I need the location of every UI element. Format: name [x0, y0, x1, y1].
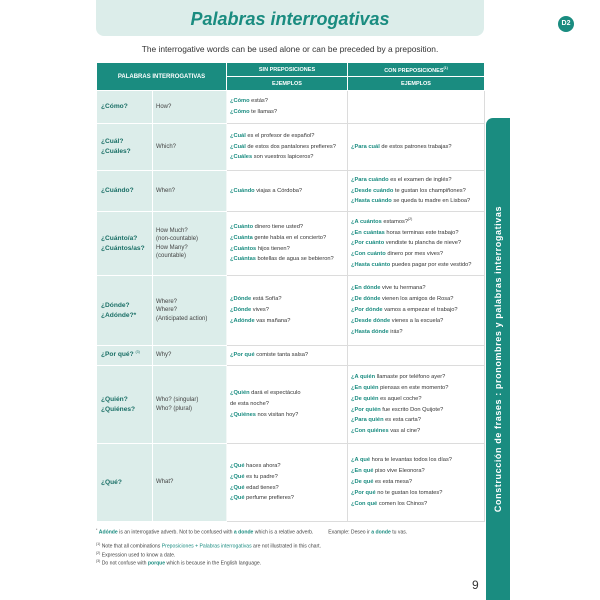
table-row: [97, 276, 485, 346]
example-keyword: ¿Cuáles: [230, 154, 253, 161]
example-keyword: ¿De dónde: [351, 296, 381, 303]
word-line: [101, 350, 152, 360]
example-keyword: ¿De quién: [351, 395, 379, 402]
example-line: [230, 254, 344, 265]
example-keyword: ¿Desde dónde: [351, 317, 391, 324]
example-text: está Sofía?: [251, 296, 282, 303]
example-line: [230, 388, 344, 399]
example-text: gente había en el concierto?: [252, 234, 327, 241]
footnote-3-text: Do not confuse with: [101, 561, 148, 568]
example-keyword: ¿Cómo: [230, 109, 250, 115]
example-keyword: ¿Cuánto: [230, 223, 254, 230]
word-text: ¿Cuándo?: [101, 187, 134, 195]
example-text: dará el espectáculo: [249, 390, 301, 397]
english-translation: [153, 124, 227, 171]
example-keyword: ¿Quiénes: [230, 411, 256, 418]
example-without-preposition: [227, 366, 348, 444]
example-line: [351, 477, 481, 488]
example-keyword: ¿Qué: [230, 473, 245, 480]
footnotes: [96, 528, 484, 568]
example-text: vive tu hermana?: [380, 285, 426, 292]
translation-line: Which?: [156, 143, 177, 150]
example-keyword: ¿Desde cuándo: [351, 187, 394, 194]
example-text: son vuestros lapiceros?: [252, 154, 314, 161]
example-with-preposition: [348, 212, 485, 276]
translation-line: Why?: [156, 352, 172, 359]
example-line: [351, 316, 481, 327]
example-without-preposition: [227, 276, 348, 346]
example-keyword: ¿Cuál: [230, 143, 246, 150]
chapter-title: Construcción de frases : pronombres y palabras interrogativas: [493, 205, 503, 513]
example-text: comen los Chinos?: [377, 500, 428, 507]
word-line: [101, 311, 152, 321]
example-line: [351, 394, 481, 405]
example-line: [230, 472, 344, 483]
example-text: de estos patrones trabajas?: [379, 143, 452, 150]
example-keyword: ¿Dónde: [230, 307, 252, 314]
example-without-preposition: [227, 346, 348, 366]
example-line: [351, 196, 481, 207]
example-line: [351, 186, 481, 197]
example-without-preposition: [227, 171, 348, 212]
example-keyword: ¿Cuántas: [230, 256, 256, 263]
example-keyword: ¿Con cuánto: [351, 251, 386, 258]
example-keyword: ¿Hasta cuánto: [351, 262, 391, 269]
example-without-preposition: [227, 91, 348, 124]
example-keyword: ¿A qué: [351, 457, 371, 464]
word-line: [101, 395, 152, 405]
header-con-note: (1): [443, 65, 448, 70]
footnote-example-start: Example: Deseo ir: [328, 529, 372, 536]
translation-line: How Much?: [156, 227, 188, 234]
example-line: [351, 238, 481, 249]
example-text: se queda tu madre en Lisboa?: [391, 198, 471, 205]
word-line: [101, 102, 152, 112]
example-keyword: ¿Cuántos: [230, 245, 257, 252]
footnote-2-text: Expression used to know a date.: [101, 552, 176, 559]
translation-line: (Anticipated action): [156, 315, 208, 322]
word-text: ¿Quiénes?: [101, 405, 136, 413]
translation-line: When?: [156, 187, 176, 194]
example-line: [230, 399, 344, 410]
example-text: vienen los amigos de Rosa?: [380, 296, 454, 303]
example-line: [230, 142, 344, 153]
example-text: es tu padre?: [244, 473, 278, 480]
example-text: vives?: [251, 307, 269, 314]
english-translation: [153, 212, 227, 276]
example-text: te gustan los champiñones?: [393, 187, 466, 194]
example-keyword: ¿En quién: [351, 384, 379, 391]
example-keyword: ¿Cuánta: [230, 234, 253, 241]
footnote-example-end: tu vas.: [390, 529, 408, 536]
word-line: [101, 405, 152, 415]
interrogative-word: [97, 171, 153, 212]
footnote-3-text-end: which is because in the English language.: [165, 561, 262, 568]
example-line: [351, 426, 481, 437]
example-line: [351, 260, 481, 271]
example-line: [351, 499, 481, 510]
example-line: [230, 316, 344, 327]
example-line: [351, 249, 481, 260]
footnote-1-text-end: are not illustrated in this chart.: [251, 543, 322, 550]
example-text: es esta mesa?: [373, 479, 413, 486]
example-line: [351, 466, 481, 477]
example-line: [230, 96, 344, 107]
example-keyword: ¿Cuándo: [230, 187, 255, 194]
example-text: irás?: [388, 328, 403, 335]
example-keyword: ¿Dónde: [230, 296, 252, 303]
example-line: [230, 305, 344, 316]
example-text: fue escrito Don Quijote?: [380, 406, 444, 413]
interrogative-word: [97, 444, 153, 522]
table-row: [97, 171, 485, 212]
example-keyword: ¿En qué: [351, 468, 374, 475]
interrogative-word: [97, 212, 153, 276]
example-without-preposition: [227, 212, 348, 276]
example-text: piso vive Eleonora?: [373, 468, 425, 475]
word-text: ¿Qué?: [101, 478, 122, 486]
interrogatives-table: [96, 62, 485, 522]
footnote-2: [96, 551, 484, 560]
example-with-preposition: [348, 444, 485, 522]
example-keyword: ¿En dónde: [351, 285, 381, 292]
example-keyword: ¿Por cuánto: [351, 240, 385, 247]
example-line: [230, 233, 344, 244]
example-text: horas terminas este trabajo?: [384, 229, 459, 236]
table-row: [97, 124, 485, 171]
word-text: ¿Por qué?: [101, 351, 134, 359]
example-line: [230, 222, 344, 233]
example-with-preposition: [348, 276, 485, 346]
example-with-preposition: [348, 91, 485, 124]
example-line: [230, 410, 344, 421]
footnote-star-mark: *: [96, 528, 98, 532]
example-without-preposition: [227, 444, 348, 522]
interrogative-word: [97, 346, 153, 366]
header-con-preposiciones: [348, 63, 485, 77]
example-keyword: ¿Por quién: [351, 406, 381, 413]
table-row: [97, 212, 485, 276]
footnote-1-text: Note that all combinations: [101, 543, 162, 550]
example-line: [351, 283, 481, 294]
example-line: [230, 483, 344, 494]
example-keyword: ¿Con quiénes: [351, 428, 389, 435]
table-row: [97, 366, 485, 444]
example-line: [351, 383, 481, 394]
example-keyword: ¿Para quién: [351, 417, 384, 424]
example-line: [230, 152, 344, 163]
translation-line: Where?: [156, 298, 178, 305]
example-keyword: ¿Para cuál: [351, 143, 380, 150]
example-keyword: ¿A cuántos: [351, 218, 382, 225]
example-keyword: ¿Por dónde: [351, 307, 383, 314]
example-text: estamos?: [381, 218, 409, 225]
word-line: [101, 234, 152, 244]
english-translation: [153, 346, 227, 366]
interrogative-word: [97, 366, 153, 444]
footnote-adonde-text: is an interrogative adverb. Not to be confused with: [117, 529, 234, 536]
example-text: estás?: [249, 98, 268, 105]
english-translation: [153, 366, 227, 444]
example-keyword: ¿Hasta cuándo: [351, 198, 392, 205]
example-line: [351, 415, 481, 426]
example-line: [230, 493, 344, 504]
footnote-adonde: [96, 528, 484, 537]
example-text: es aquel coche?: [378, 395, 422, 402]
example-line: [351, 294, 481, 305]
example-line: [351, 175, 481, 186]
subheader-ejemplos-sin: EJEMPLOS: [227, 77, 348, 91]
example-with-preposition: [348, 171, 485, 212]
table-row: [97, 444, 485, 522]
translation-line: (non-countable): [156, 236, 199, 243]
word-line: [101, 301, 152, 311]
subheader-ejemplos-con: EJEMPLOS: [348, 77, 485, 91]
word-text: ¿Cuántos/as?: [101, 244, 145, 252]
translation-line: Who? (plural): [156, 405, 193, 412]
example-line: [230, 244, 344, 255]
example-line: [351, 372, 481, 383]
example-text: de esta noche?: [230, 401, 269, 408]
example-text: piensas en este momento?: [378, 384, 449, 391]
example-line: [230, 461, 344, 472]
example-line: [230, 294, 344, 305]
word-text: ¿Adónde?*: [101, 311, 137, 319]
example-keyword: ¿Cómo: [230, 98, 250, 105]
example-text: vas mañana?: [254, 317, 291, 324]
word-text: ¿Cuánto/a?: [101, 234, 138, 242]
interrogative-word: [97, 276, 153, 346]
word-line: [101, 478, 152, 488]
section-badge: D2: [558, 16, 574, 32]
example-line: [230, 107, 344, 118]
word-text: ¿Cómo?: [101, 103, 128, 111]
translation-line: How?: [156, 103, 172, 110]
example-with-preposition: [348, 124, 485, 171]
english-translation: [153, 276, 227, 346]
example-text: vas al cine?: [388, 428, 421, 435]
word-text: ¿Dónde?: [101, 301, 130, 309]
example-line: [351, 228, 481, 239]
table-row: [97, 346, 485, 366]
example-text: hijos tienen?: [256, 245, 290, 252]
example-text: es el profesor de español?: [245, 132, 315, 139]
example-line: [351, 216, 481, 228]
footnote-1-mark: (1): [96, 541, 101, 546]
example-text: edad tienes?: [244, 484, 279, 491]
example-text: vienes a la escuela?: [390, 317, 444, 324]
chapter-sidebar: [486, 118, 510, 600]
example-line: [351, 327, 481, 338]
example-keyword: ¿Cuál: [230, 132, 246, 139]
title-banner: [96, 0, 571, 36]
example-line: [351, 305, 481, 316]
example-keyword: ¿Con qué: [351, 500, 378, 507]
example-keyword: ¿De qué: [351, 479, 374, 486]
page-title: Palabras interrogativas: [190, 9, 390, 29]
example-line: [230, 350, 344, 361]
footnote-adonde-keyword: Adónde: [98, 529, 118, 536]
word-line: [101, 244, 152, 254]
footnote-2-mark: (2): [96, 550, 101, 555]
example-text: botellas de agua se bebieron?: [255, 256, 334, 263]
footnote-example-keyword: a donde: [371, 529, 391, 536]
example-line: [351, 455, 481, 466]
example-line: [230, 186, 344, 197]
example-text: dinero tiene usted?: [253, 223, 304, 230]
english-translation: [153, 91, 227, 124]
word-line: [101, 147, 152, 157]
example-keyword: ¿Hasta dónde: [351, 328, 389, 335]
example-text: vendiste tu plancha de nieve?: [384, 240, 462, 247]
example-keyword: ¿A quién: [351, 373, 376, 380]
example-keyword: ¿Qué: [230, 462, 245, 469]
example-text: comiste tanta salsa?: [254, 352, 309, 359]
header-con-label: CON PREPOSICIONES: [384, 67, 444, 74]
example-line: [351, 488, 481, 499]
translation-line: What?: [156, 479, 174, 486]
example-line: [230, 131, 344, 142]
footnote-3-keyword: porque: [147, 561, 166, 568]
interrogative-word: [97, 91, 153, 124]
header-palabras: PALABRAS INTERROGATIVAS: [97, 63, 227, 91]
example-keyword: ¿Por qué: [230, 352, 255, 359]
example-text: nos visitan hoy?: [255, 411, 299, 418]
example-text: te llamas?: [249, 109, 278, 115]
translation-line: Where?: [156, 307, 178, 314]
example-text: dinero por mes vives?: [385, 251, 443, 258]
example-text: perfume prefieres?: [244, 495, 294, 502]
example-keyword: ¿Adónde: [230, 317, 255, 324]
example-without-preposition: [227, 124, 348, 171]
example-with-preposition: [348, 346, 485, 366]
translation-line: How Many?: [156, 244, 188, 251]
intro-text: The interrogative words can be used alone or can be preceded by a preposition.: [141, 44, 439, 54]
example-line: [351, 142, 481, 153]
example-keyword: ¿En cuántas: [351, 229, 385, 236]
example-keyword: ¿Por qué: [351, 489, 376, 496]
example-line: [351, 405, 481, 416]
example-keyword: ¿Quién: [230, 390, 250, 397]
word-line: [101, 137, 152, 147]
footnote-3-mark: (3): [96, 559, 101, 564]
english-translation: [153, 171, 227, 212]
word-text: ¿Quién?: [101, 395, 128, 403]
footnote-1-highlight: Preposiciones + Palabras interrogativas: [161, 543, 252, 550]
translation-line: (countable): [156, 252, 187, 259]
footnote-1: [96, 542, 484, 551]
example-text: haces ahora?: [244, 462, 281, 469]
table-row: [97, 91, 485, 124]
page-number: 9: [472, 578, 479, 592]
interrogative-word: [97, 124, 153, 171]
footnote-3: [96, 559, 484, 568]
translation-line: Who? (singular): [156, 397, 199, 404]
example-text: de estos dos pantalones prefieres?: [245, 143, 336, 150]
example-note: (2): [408, 216, 413, 221]
footnote-adonde-text-end: which is a relative adverb.: [253, 529, 314, 536]
word-text: ¿Cuál?: [101, 138, 124, 146]
word-note: (3): [135, 350, 140, 355]
example-text: puedes pagar por este vestido?: [390, 262, 472, 269]
english-translation: [153, 444, 227, 522]
example-keyword: ¿Para cuándo: [351, 176, 389, 183]
example-keyword: ¿Qué: [230, 484, 245, 491]
example-keyword: ¿Qué: [230, 495, 245, 502]
footnote-a-donde-keyword: a donde: [233, 529, 254, 536]
example-text: no te gustan los tomates?: [375, 489, 443, 496]
example-text: es esta carta?: [383, 417, 421, 424]
example-text: hora te levantas todos los días?: [370, 457, 452, 464]
example-text: vamos a empezar el trabajo?: [382, 307, 458, 314]
word-text: ¿Cuáles?: [101, 148, 131, 155]
example-text: llamaste por teléfono ayer?: [375, 373, 446, 380]
example-text: es el examen de inglés?: [388, 176, 452, 183]
header-sin-preposiciones: SIN PREPOSICIONES: [227, 63, 348, 77]
word-line: [101, 186, 152, 196]
example-text: viajas a Córdoba?: [254, 187, 303, 194]
example-with-preposition: [348, 366, 485, 444]
